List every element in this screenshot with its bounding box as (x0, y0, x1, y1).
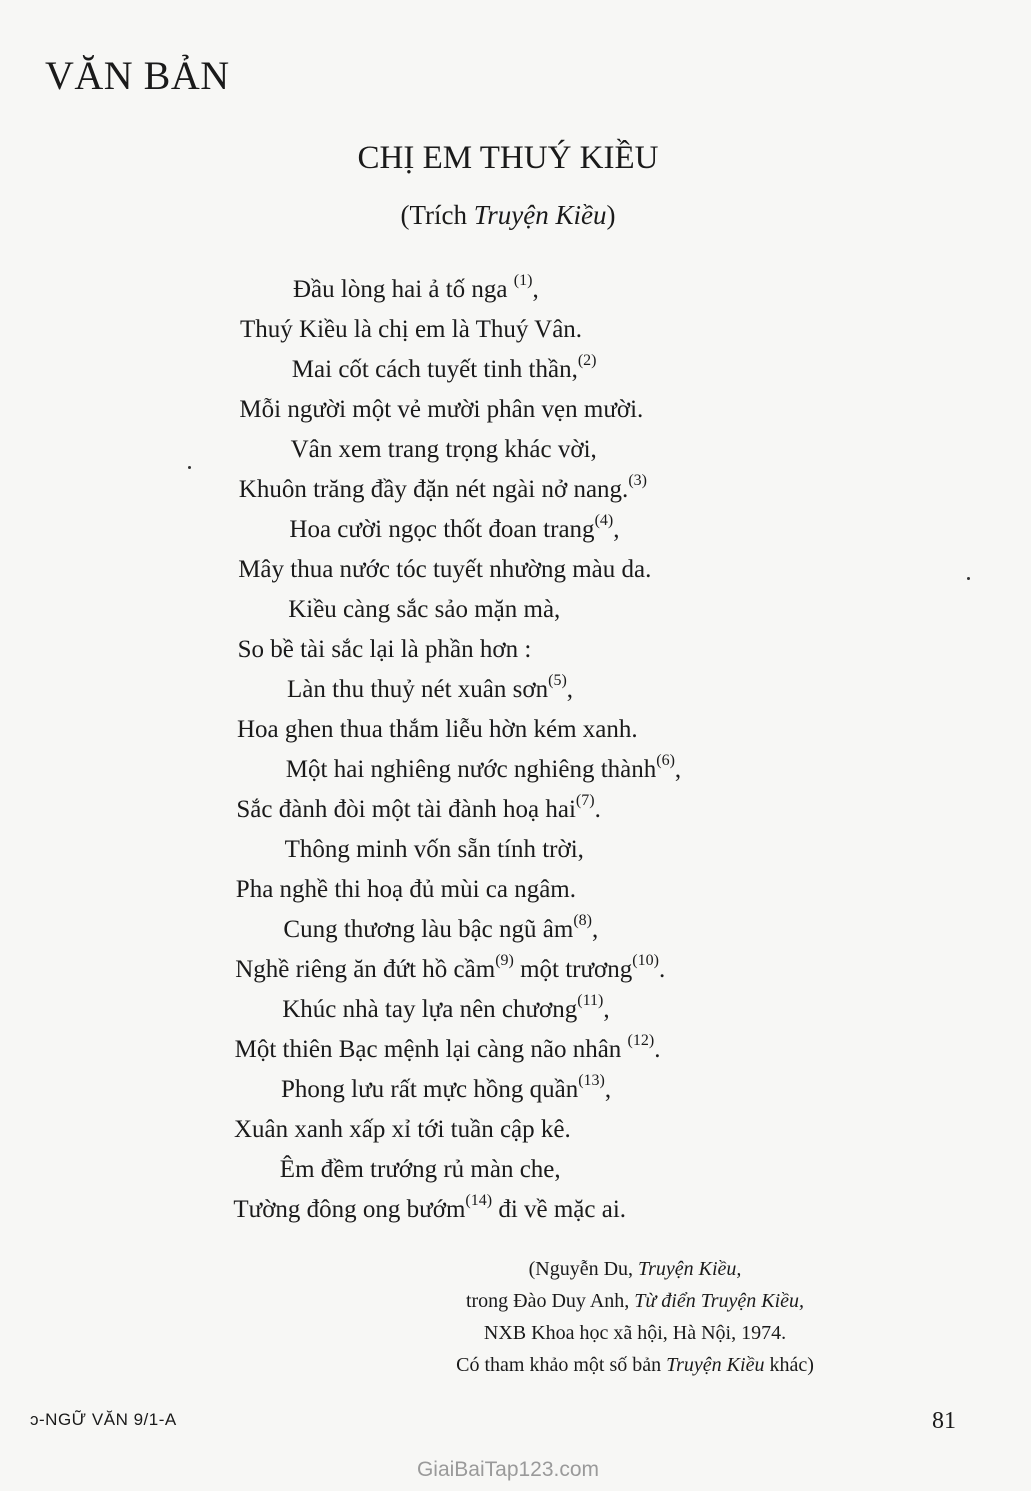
watermark: GiaiBaiTap123.com (416, 1458, 600, 1481)
poem-line-text: Mây thua nước tóc tuyết nhường màu da. (238, 556, 652, 583)
poem-line-text: Phong lưu rất mực hồng quần (281, 1076, 579, 1103)
poem-line-text: Một thiên Bạc mệnh lại càng não nhân (234, 1036, 628, 1063)
poem-line-text: Khúc nhà tay lựa nên chương (282, 996, 578, 1023)
poem-line-text: Pha nghề thi hoạ đủ mùi ca ngâm. (235, 876, 577, 903)
footnote-ref: (2) (577, 351, 597, 369)
footnote-ref: (13) (578, 1071, 605, 1089)
poem-line-text: Tường đông ong bướm (233, 1196, 466, 1223)
poem-line-text: Một hai nghiêng nước nghiêng thành (285, 756, 657, 783)
poem-line-tail: , (674, 756, 682, 783)
poem-line (236, 790, 600, 830)
footnote-ref: (8) (573, 911, 592, 929)
source-dictionary: Từ điển Truyện Kiều, (634, 1290, 805, 1312)
footnote-ref: (4) (594, 511, 614, 529)
poem-line (233, 1190, 626, 1230)
excerpt-work-title: Truyện Kiều (473, 200, 607, 230)
poem-line-text: Sắc đành đòi một tài đành hoạ hai (236, 796, 576, 823)
speck-mark (967, 577, 970, 580)
source-author: (Nguyễn Du, (528, 1258, 639, 1280)
poem-line-tail: . (594, 796, 601, 823)
poem-line-text: Làn thu thuỷ nét xuân sơn (287, 676, 549, 703)
poem-line-text: Hoa cười ngọc thốt đoan trang (289, 516, 595, 543)
footnote-ref: (7) (575, 791, 595, 809)
poem-line (235, 950, 665, 990)
poem-line-tail: , (604, 1076, 612, 1103)
poem-line-tail: đi về mặc ai. (492, 1196, 627, 1223)
poem-line (282, 990, 609, 1030)
poem-line (239, 390, 643, 430)
source-line-1 (400, 1253, 870, 1285)
footnote-ref: (5) (548, 671, 567, 689)
source-editor: trong Đào Duy Anh, (465, 1290, 635, 1312)
poem-line (236, 870, 576, 910)
poem-line-tail: , (566, 676, 574, 703)
speck-mark (188, 466, 191, 469)
poem-line (293, 270, 539, 310)
poem-line-text: Đầu lòng hai ả tố nga (293, 276, 514, 303)
excerpt-open: (Trích (400, 200, 474, 230)
footnote-ref: (9) (495, 951, 514, 969)
poem-line-text: Êm đềm trướng rủ màn che, (279, 1156, 561, 1183)
page-number: 81 (932, 1408, 956, 1434)
poem-line-text: Cung thương làu bậc ngũ âm (283, 916, 574, 943)
poem-line (235, 1030, 661, 1070)
poem-line-tail: , (532, 276, 539, 303)
excerpt-note (0, 200, 1016, 231)
poem-line-text: Kiều càng sắc sảo mặn mà, (288, 596, 561, 623)
source-note-c: khác) (764, 1354, 814, 1376)
poem-line (289, 510, 619, 550)
poem-line (286, 750, 681, 790)
poem-line-tail: , (603, 996, 610, 1023)
poem-title: CHỊ EM THUÝ KIỀU (357, 140, 659, 176)
source-line-4 (400, 1349, 870, 1381)
poem-line (287, 670, 573, 710)
poem-line-text: So bề tài sắc lại là phần hơn : (237, 636, 532, 663)
source-note-a: Có tham khảo một số bản (456, 1354, 667, 1376)
excerpt-close: ) (606, 200, 616, 230)
poem-line (240, 310, 582, 350)
poem-line (239, 470, 647, 510)
poem-line-text: Thông minh vốn sẵn tính trời, (284, 836, 584, 863)
poem-line (292, 350, 597, 390)
poem-line-text: Mai cốt cách tuyết tinh thần, (291, 356, 578, 383)
poem-line (291, 430, 597, 470)
poem-line-text: Hoa ghen thua thắm liễu hờn kém xanh. (237, 716, 638, 743)
poem-line-text: Nghề riêng ăn đứt hồ cầm (235, 956, 496, 983)
poem-line-text: Thuý Kiều là chị em là Thuý Vân. (240, 316, 583, 343)
source-line-3: NXB Khoa học xã hội, Hà Nội, 1974. (483, 1322, 787, 1344)
source-line-2 (400, 1285, 870, 1317)
poem-line-tail: một trương (513, 956, 633, 983)
poem-line (238, 550, 651, 590)
poem-line-tail: . (658, 956, 666, 983)
poem-line (283, 910, 598, 950)
poem-line (281, 1070, 611, 1110)
source-work: Truyện Kiều, (638, 1258, 742, 1280)
footnote-ref: (3) (628, 471, 647, 489)
footnote-ref: (6) (656, 751, 675, 769)
poem-line (280, 1150, 561, 1190)
poem-line (237, 710, 638, 750)
poem-line-tail: , (613, 516, 620, 543)
source-note-work: Truyện Kiều (666, 1354, 765, 1376)
footnote-ref: (10) (632, 951, 659, 969)
poem-line-tail: , (591, 916, 599, 943)
poem-line (234, 1110, 571, 1150)
poem-line-text: Mỗi người một vẻ mười phân vẹn mười. (239, 396, 644, 423)
section-heading: VĂN BẢN (45, 53, 230, 98)
poem-line (285, 830, 584, 870)
poem-line-tail: . (654, 1036, 661, 1063)
poem-line-text: Vân xem trang trọng khác vời, (290, 436, 597, 463)
source-citation (400, 1253, 870, 1381)
book-footer: ɔ-NGỮ VĂN 9/1-A (30, 1410, 177, 1429)
poem-line-text: Khuôn trăng đầy đặn nét ngài nở nang. (238, 476, 629, 503)
footnote-ref: (12) (627, 1031, 655, 1049)
poem-line (288, 590, 560, 630)
footnote-ref: (1) (513, 271, 533, 289)
poem-line (238, 630, 532, 670)
footnote-ref: (11) (577, 991, 604, 1009)
poem-line-text: Xuân xanh xấp xỉ tới tuần cập kê. (234, 1116, 571, 1143)
footnote-ref: (14) (465, 1191, 493, 1209)
